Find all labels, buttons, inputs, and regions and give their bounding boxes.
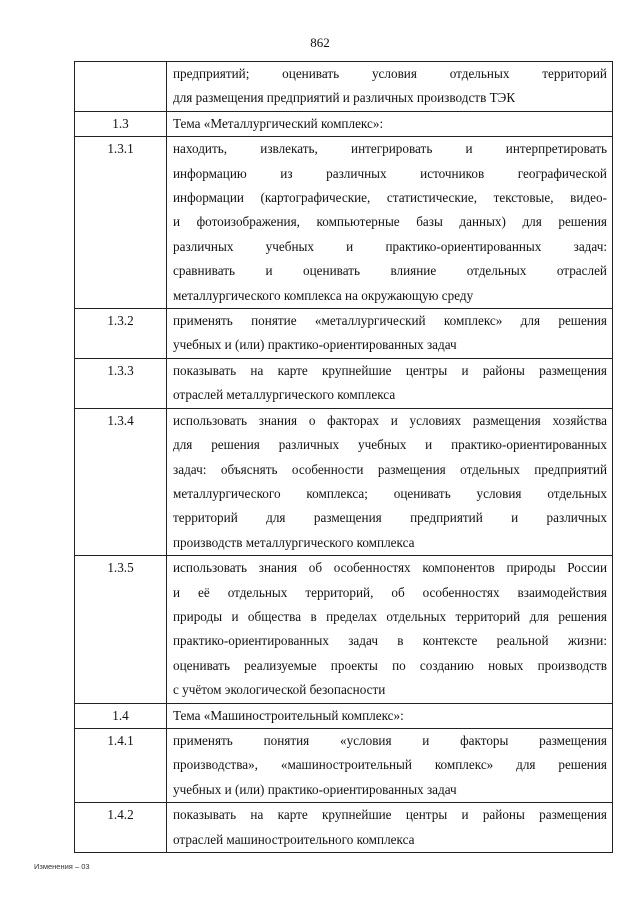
text-line: применять понятия «условия и факторы размещения xyxy=(173,732,607,748)
text-line: отраслей машиностроительного комплекса xyxy=(173,831,415,847)
table-row xyxy=(74,803,613,853)
table-row xyxy=(74,137,613,309)
text-line: металлургического комплекса; оценивать условия отдельных xyxy=(173,485,607,501)
content-table xyxy=(74,61,613,853)
text-line: сравнивать и оценивать влияние отдельных отраслей xyxy=(173,263,607,279)
text-line: показывать на карте крупнейшие центры и районы размещения xyxy=(173,362,607,378)
item-number: 1.3.2 xyxy=(75,309,167,358)
item-text xyxy=(167,359,612,408)
item-text xyxy=(167,803,612,852)
text-line: использовать знания об особенностях компонентов природы России xyxy=(173,560,607,576)
table-row xyxy=(74,729,613,803)
item-text xyxy=(167,112,612,136)
table-row xyxy=(74,62,613,112)
table-row xyxy=(74,704,613,729)
item-number: 1.3.5 xyxy=(75,556,167,702)
item-number: 1.3 xyxy=(75,112,167,136)
text-line: предприятий; оценивать условия отдельных территорий xyxy=(173,66,607,81)
item-number: 1.4.2 xyxy=(75,803,167,852)
text-line: металлургического комплекса на окружающую среду xyxy=(173,287,474,303)
text-line: находить, извлекать, интегрировать и интерпретировать xyxy=(173,141,607,157)
text-line: задач: объяснять особенности размещения отдельных предприятий xyxy=(173,461,607,477)
text-line: производства», «машиностроительный комплекс» для решения xyxy=(173,757,607,773)
item-number: 1.3.3 xyxy=(75,359,167,408)
text-line: и фотоизображения, компьютерные базы данных) для решения xyxy=(173,214,607,230)
item-number: 1.3.4 xyxy=(75,409,167,555)
item-text xyxy=(167,729,612,802)
item-text xyxy=(167,137,612,308)
text-line: Тема «Машиностроительный комплекс»: xyxy=(173,707,404,723)
page-number: 862 xyxy=(310,35,330,50)
text-line: применять понятие «металлургический комплекс» для решения xyxy=(173,313,607,329)
text-line: Тема «Металлургический комплекс»: xyxy=(173,115,384,131)
item-number: 1.3.1 xyxy=(75,137,167,308)
text-line: производств металлургического комплекса xyxy=(173,534,415,550)
table-row xyxy=(74,409,613,556)
text-line: территорий для размещения предприятий и различных xyxy=(173,510,607,526)
footer-note: Изменения – 03 xyxy=(34,862,90,871)
text-line: информацию из различных источников географической xyxy=(173,165,607,181)
item-number: 1.4 xyxy=(75,704,167,728)
table-row xyxy=(74,309,613,359)
item-number xyxy=(75,62,167,111)
item-text xyxy=(167,409,612,555)
text-line: природы и общества в пределах отдельных территорий для решения xyxy=(173,608,607,624)
text-line: использовать знания о факторах и условиях размещения хозяйства xyxy=(173,412,607,428)
table-row xyxy=(74,112,613,137)
table-row xyxy=(74,556,613,703)
item-text xyxy=(167,62,612,111)
text-line: отраслей металлургического комплекса xyxy=(173,387,396,403)
table-row xyxy=(74,359,613,409)
item-text xyxy=(167,309,612,358)
text-line: информации (картографические, статистические, текстовые, видео- xyxy=(173,190,607,206)
item-text xyxy=(167,704,612,728)
text-line: и её отдельных территорий, об особенностях взаимодействия xyxy=(173,584,607,600)
text-line: показывать на карте крупнейшие центры и районы размещения xyxy=(173,807,607,823)
item-text xyxy=(167,556,612,702)
text-line: с учётом экологической безопасности xyxy=(173,682,386,698)
text-line: оценивать реализуемые проекты по созданию новых производств xyxy=(173,657,607,673)
text-line: для решения различных учебных и практико-ориентированных xyxy=(173,437,607,453)
text-line: для размещения предприятий и различных производств ТЭК xyxy=(173,90,516,106)
text-line: различных учебных и практико-ориентированных задач: xyxy=(173,238,607,254)
item-number: 1.4.1 xyxy=(75,729,167,802)
text-line: практико-ориентированных задач в контексте реальной жизни: xyxy=(173,633,607,649)
text-line: учебных и (или) практико-ориентированных задач xyxy=(173,337,457,353)
text-line: учебных и (или) практико-ориентированных задач xyxy=(173,781,457,797)
